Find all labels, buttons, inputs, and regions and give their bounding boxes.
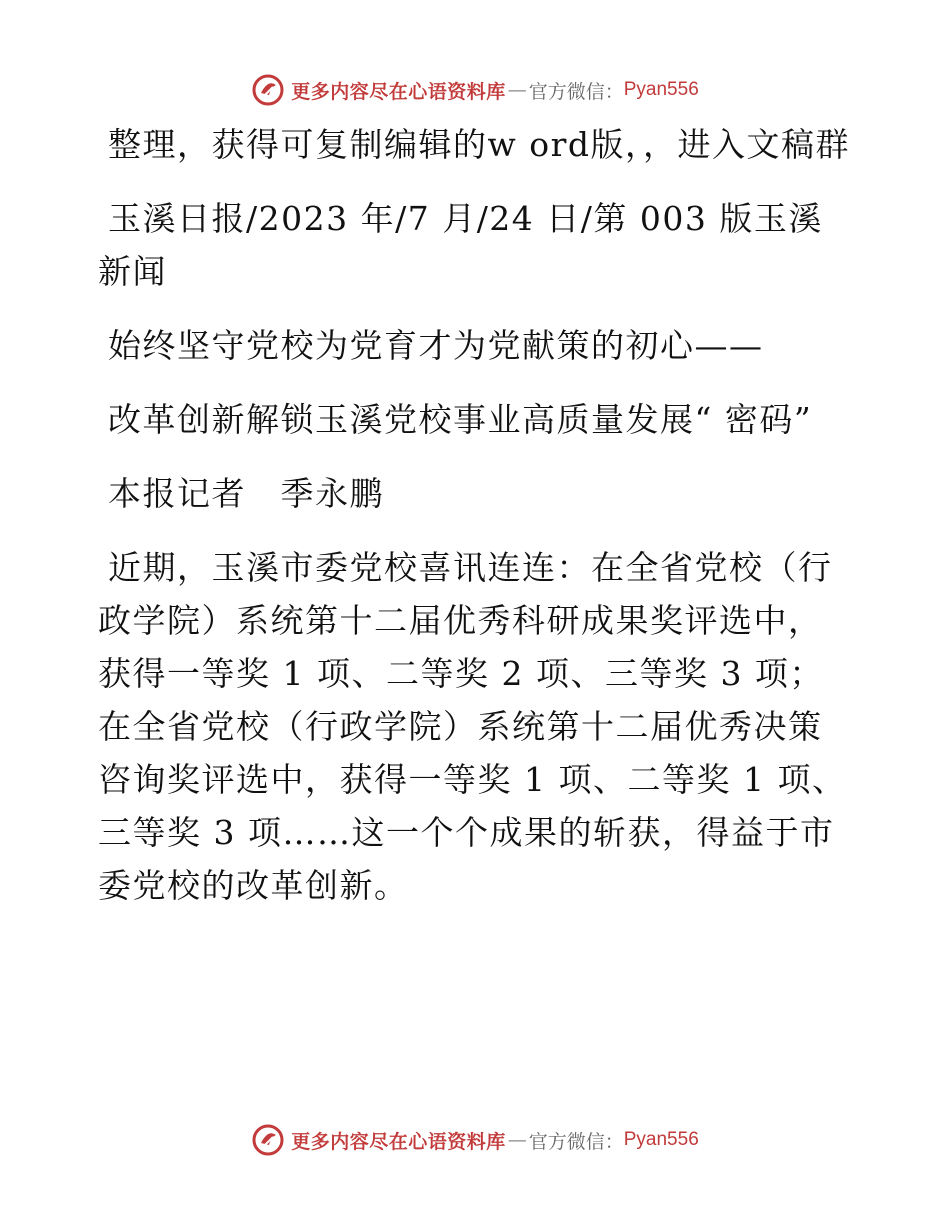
footer-dash: — — [507, 1129, 527, 1151]
headline-line-1: 始终坚守党校为党育才为党献策的初心—— — [108, 326, 764, 365]
source-line: 玉溪日报/2023 年/7 月/24 日/第 003 版玉溪新闻 — [98, 199, 823, 291]
footer-banner — [0, 1120, 950, 1160]
brand-logo-icon — [251, 73, 285, 107]
header-site-text: 更多内容尽在心语资料库 — [291, 80, 506, 103]
header-wechat-id: Pyan556 — [623, 79, 699, 100]
brand-logo-icon — [251, 1123, 285, 1157]
header-wechat-label: 官方微信： — [528, 80, 624, 103]
document-body — [98, 118, 850, 933]
header-banner — [0, 70, 950, 110]
headline-line-2: 改革创新解锁玉溪党校事业高质量发展“ 密码” — [108, 400, 813, 439]
reporter-line: 本报记者 季永鹏 — [108, 474, 384, 513]
article-paragraph: 近期，玉溪市委党校喜讯连连：在全省党校（行政学院）系统第十二届优秀科研成果奖评选中，获得一等奖 1 项、二等奖 2 项、三等奖 3 项；在全省党校（行政学院）系统第十二届优秀决策咨询奖评选中，获得一等奖 1 项、二等奖 1 项、三等奖 3 项……这一个个成果的斩获，得益于市委党校的改革创新。 — [98, 548, 847, 905]
footer-site-text: 更多内容尽在心语资料库 — [291, 1130, 506, 1153]
footer-wechat-id: Pyan556 — [623, 1129, 699, 1150]
header-dash: — — [507, 79, 527, 101]
intro-line: 整理，获得可复制编辑的w ord版，，进入文稿群 — [108, 125, 851, 164]
footer-wechat-label: 官方微信： — [528, 1130, 624, 1153]
